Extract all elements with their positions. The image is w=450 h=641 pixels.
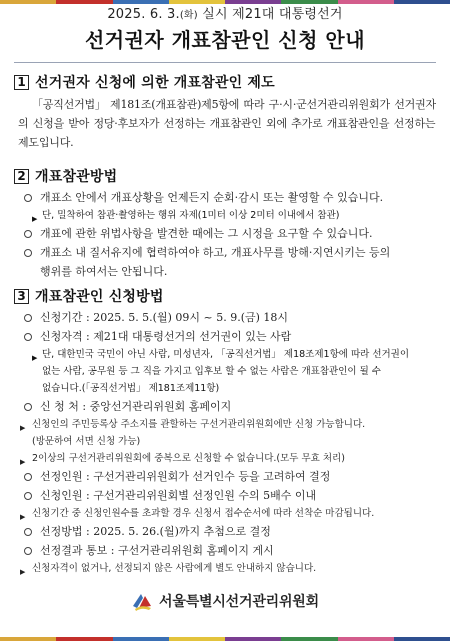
list-note xyxy=(14,505,438,522)
list-subitem-text: 없습니다.(「공직선거법」 제181조제11항) xyxy=(42,383,220,394)
stripe-segment xyxy=(281,637,337,641)
section-2-heading xyxy=(14,166,438,186)
stripe-segment xyxy=(113,637,169,641)
section-1-title: 선거권자 신청에 의한 개표참관인 제도 xyxy=(35,75,275,91)
triangle-bullet-icon: ▶ xyxy=(20,568,26,576)
section-number-box: 1 xyxy=(14,75,29,90)
stripe-segment xyxy=(113,0,169,4)
circle-bullet-icon xyxy=(24,314,32,322)
list-note xyxy=(14,560,438,577)
triangle-bullet-icon: ▶ xyxy=(20,513,26,521)
section-1-paragraph: 「공직선거법」 제181조(개표참관)제5항에 따라 구·시·군선거관리위원회가 선거권자의 신청을 받아 정당·후보자가 선정하는 개표참관인 외에 추가로 개표참관인을 선정하는 제도입니다. xyxy=(18,98,436,149)
list-note-text: (방문하여 서면 신청 가능) xyxy=(32,436,141,447)
list-item-text: 선정인원 : 구선거관리위원회가 선거인수 등을 고려하여 결정 xyxy=(40,470,331,483)
list-item xyxy=(14,224,438,243)
stripe-segment xyxy=(225,637,281,641)
section-2-title: 개표참관방법 xyxy=(35,169,118,185)
stripe-segment xyxy=(169,0,225,4)
list-note xyxy=(14,416,438,433)
list-item-text: 신청인원 : 구선거관리위원회별 선정인원 수의 5배수 이내 xyxy=(40,489,317,502)
list-note-continuation xyxy=(14,433,438,450)
triangle-bullet-icon: ▶ xyxy=(20,458,26,466)
list-note-text: 신청기간 중 신청인원수를 초과할 경우 신청서 접수순서에 따라 선착순 마감됩니다. xyxy=(32,508,375,519)
list-subitem-text: 없는 사람, 공무원 등 그 직을 가지고 입후보 할 수 없는 사람은 개표참관인이 될 수 xyxy=(42,366,381,377)
list-note-text: 2이상의 구선거관리위원회에 중복으로 신청할 수 없습니다.(모두 무효 처리) xyxy=(32,453,345,464)
circle-bullet-icon xyxy=(24,528,32,536)
list-note-text: 신청자격이 없거나, 선정되지 않은 사람에게 별도 안내하지 않습니다. xyxy=(32,563,317,574)
circle-bullet-icon xyxy=(24,547,32,555)
election-name: 실시 제21대 대통령선거 xyxy=(197,7,343,22)
stripe-segment xyxy=(56,637,112,641)
circle-bullet-icon xyxy=(24,403,32,411)
list-item-text: 선정방법 : 2025. 5. 26.(월)까지 추첨으로 결정 xyxy=(40,525,271,538)
list-item-text: 개표에 관한 위법사항을 발견한 때에는 그 시정을 요구할 수 있습니다. xyxy=(40,227,373,240)
section-3 xyxy=(14,286,438,577)
list-note-text: 신청인의 주민등록상 주소지를 관할하는 구선거관리위원회에만 신청 가능합니다. xyxy=(32,419,366,430)
footer xyxy=(0,590,450,612)
list-item-result-notice xyxy=(14,541,438,560)
stripe-segment xyxy=(338,637,394,641)
stripe-segment xyxy=(338,0,394,4)
list-item-application-count xyxy=(14,486,438,505)
list-item xyxy=(14,188,438,207)
circle-bullet-icon xyxy=(24,333,32,341)
election-date: 2025. 6. 3. xyxy=(107,7,180,22)
section-1 xyxy=(14,72,438,152)
stripe-segment xyxy=(56,0,112,4)
section-2-list xyxy=(14,188,438,281)
list-item-text: 신청기간 : 2025. 5. 5.(월) 09시 ~ 5. 9.(금) 18시 xyxy=(40,311,289,324)
list-note xyxy=(14,450,438,467)
circle-bullet-icon xyxy=(24,492,32,500)
triangle-bullet-icon: ▶ xyxy=(32,354,38,362)
stripe-segment xyxy=(394,0,450,4)
stripe-segment xyxy=(0,637,56,641)
section-3-title: 개표참관인 신청방법 xyxy=(35,289,164,305)
stripe-segment xyxy=(0,0,56,4)
list-item-text: 개표소 안에서 개표상황을 언제든지 순회·감시 또는 촬영할 수 있습니다. xyxy=(40,191,384,204)
list-subitem xyxy=(14,346,438,363)
organization-name: 서울특별시선거관리위원회 xyxy=(159,594,319,610)
section-3-heading xyxy=(14,286,438,306)
list-subitem-text: 단, 밀착하여 참관·촬영하는 행위 자제(1미터 이상 2미터 이내에서 참관) xyxy=(42,210,340,221)
list-item-eligibility xyxy=(14,327,438,346)
section-3-list xyxy=(14,308,438,577)
header xyxy=(0,6,450,53)
list-item-text: 개표소 내 질서유지에 협력하여야 하고, 개표사무를 방해·지연시키는 등의 xyxy=(40,246,391,259)
list-item-selection-method xyxy=(14,522,438,541)
list-item xyxy=(14,243,438,262)
circle-bullet-icon xyxy=(24,249,32,257)
stripe-segment xyxy=(169,637,225,641)
circle-bullet-icon xyxy=(24,473,32,481)
election-subtitle xyxy=(0,6,450,25)
list-subitem-text: 단, 대한민국 국민이 아닌 사람, 미성년자, 「공직선거법」 제18조제1항에 따라 선거권이 xyxy=(42,349,410,360)
triangle-bullet-icon: ▶ xyxy=(32,215,38,223)
section-number-box: 3 xyxy=(14,289,29,304)
list-item-where xyxy=(14,397,438,416)
list-item-text: 신청자격 : 제21대 대통령선거의 선거권이 있는 사람 xyxy=(40,330,292,343)
list-item-period xyxy=(14,308,438,327)
circle-bullet-icon xyxy=(24,194,32,202)
list-subitem xyxy=(14,207,438,224)
list-item-text: 신 청 처 : 중앙선거관리위원회 홈페이지 xyxy=(40,400,232,413)
election-commission-logo-icon xyxy=(131,590,153,612)
stripe-segment xyxy=(225,0,281,4)
triangle-bullet-icon: ▶ xyxy=(20,424,26,432)
page-title: 선거권자 개표참관인 신청 안내 xyxy=(84,28,366,52)
list-item-selection-count xyxy=(14,467,438,486)
header-divider xyxy=(14,62,436,63)
stripe-segment xyxy=(281,0,337,4)
section-1-heading xyxy=(14,72,438,92)
election-weekday: (화) xyxy=(179,10,198,21)
list-item-text: 선정결과 통보 : 구선거관리위원회 홈페이지 게시 xyxy=(40,544,274,557)
section-number-box: 2 xyxy=(14,169,29,184)
list-subitem-continuation xyxy=(14,363,438,380)
list-item-text: 행위를 하여서는 안됩니다. xyxy=(40,265,168,278)
section-2 xyxy=(14,166,438,281)
bottom-color-stripe xyxy=(0,637,450,641)
list-subitem-continuation xyxy=(14,380,438,397)
stripe-segment xyxy=(394,637,450,641)
top-color-stripe xyxy=(0,0,450,4)
list-item-continuation xyxy=(14,262,438,281)
circle-bullet-icon xyxy=(24,230,32,238)
